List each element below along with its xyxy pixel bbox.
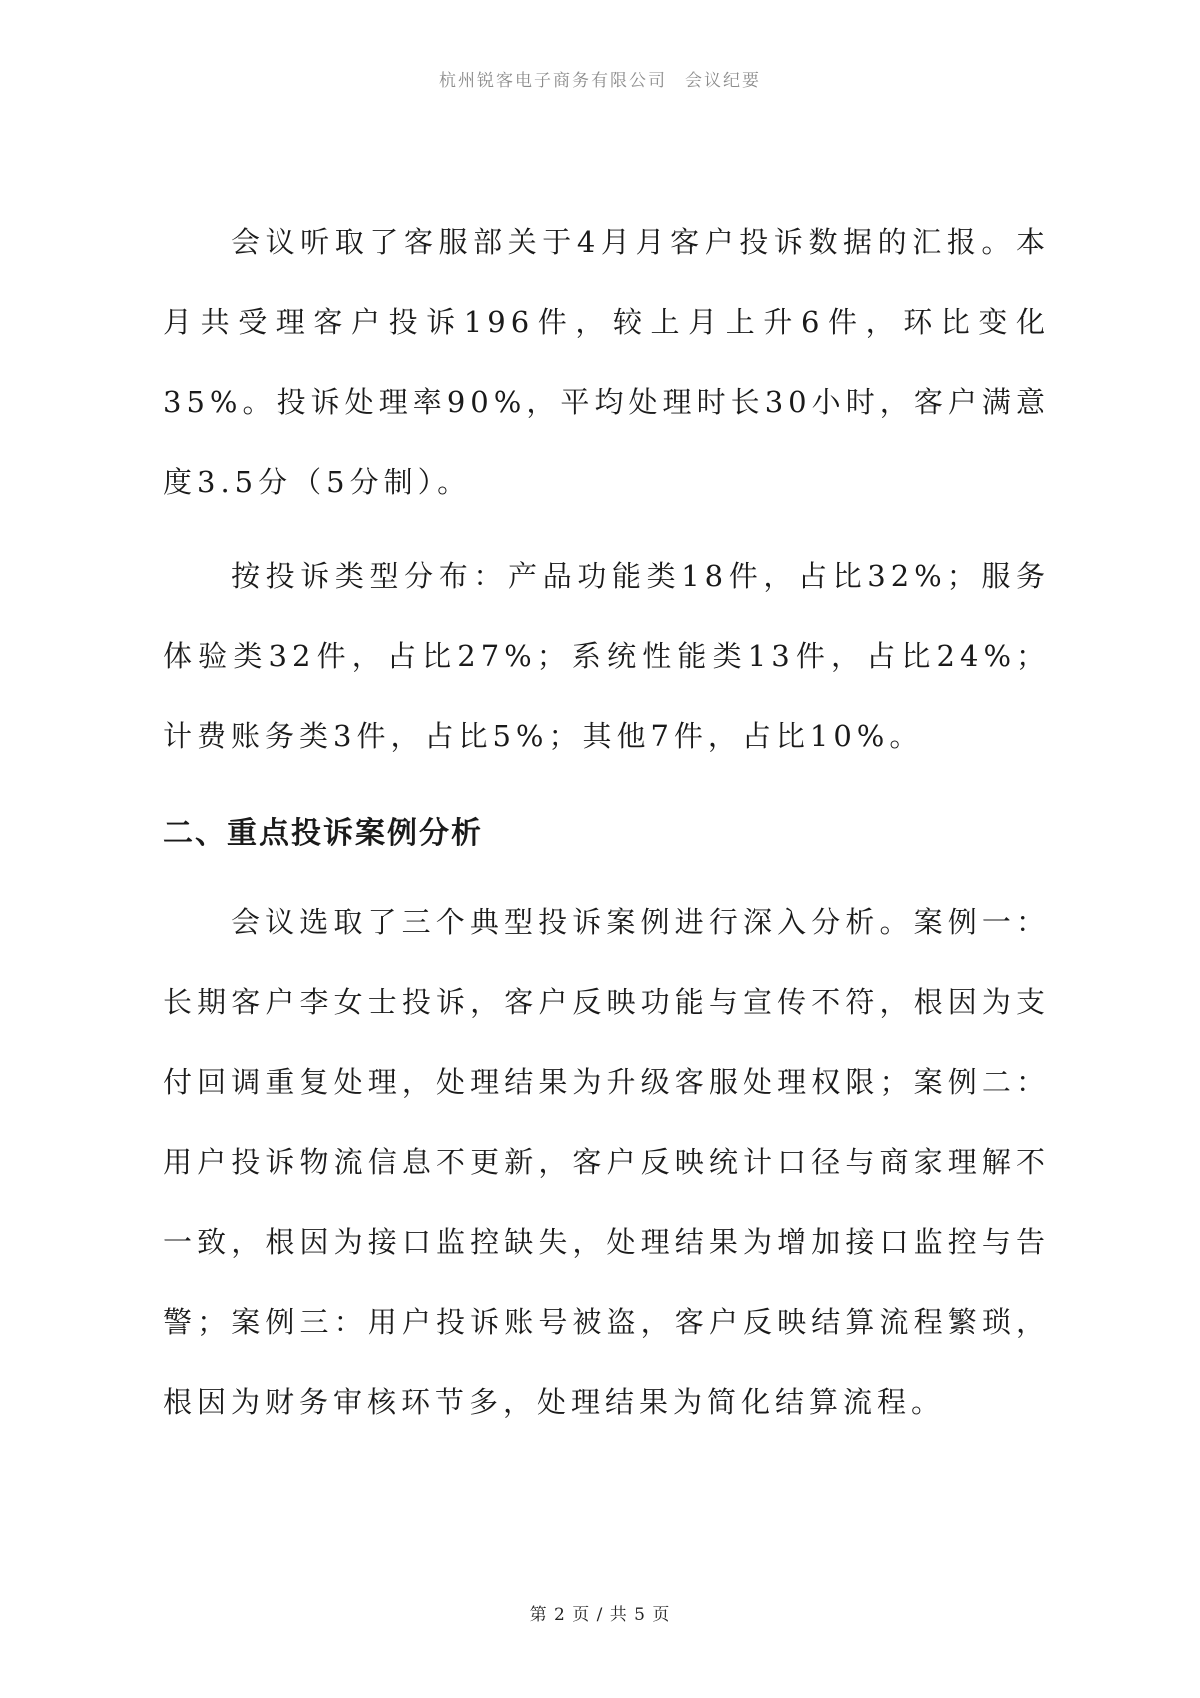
complaint-summary-paragraph: 会议听取了客服部关于4月月客户投诉数据的汇报。本月共受理客户投诉196件，较上月上升6件，环比变化35%。投诉处理率90%，平均处理时长30小时，客户满意度3.5分（5分制）。 [163, 225, 1050, 499]
header-doc-type: 会议纪要 [685, 71, 761, 91]
header-company-name: 杭州锐客电子商务有限公司 [439, 71, 667, 91]
page-header [0, 66, 1200, 91]
page-number: 第 2 页 / 共 5 页 [529, 1605, 671, 1625]
key-cases-paragraph: 会议选取了三个典型投诉案例进行深入分析。案例一：长期客户李女士投诉，客户反映功能与宣传不符，根因为支付回调重复处理，处理结果为升级客服处理权限；案例二：用户投诉物流信息不更新，客户反映统计口径与商家理解不一致，根因为接口监控缺失，处理结果为增加接口监控与告警；案例三：用户投诉账号被盗，客户反映结算流程繁琐，根因为财务审核环节多，处理结果为简化结算流程。 [163, 905, 1050, 1419]
section-heading-key-cases: 二、重点投诉案例分析 [163, 816, 483, 851]
document-body [163, 202, 1050, 1442]
complaint-type-distribution-paragraph: 按投诉类型分布：产品功能类18件，占比32%；服务体验类32件，占比27%；系统性能类13件，占比24%；计费账务类3件，占比5%；其他7件，占比10%。 [163, 559, 1050, 753]
page-footer [0, 1600, 1200, 1625]
